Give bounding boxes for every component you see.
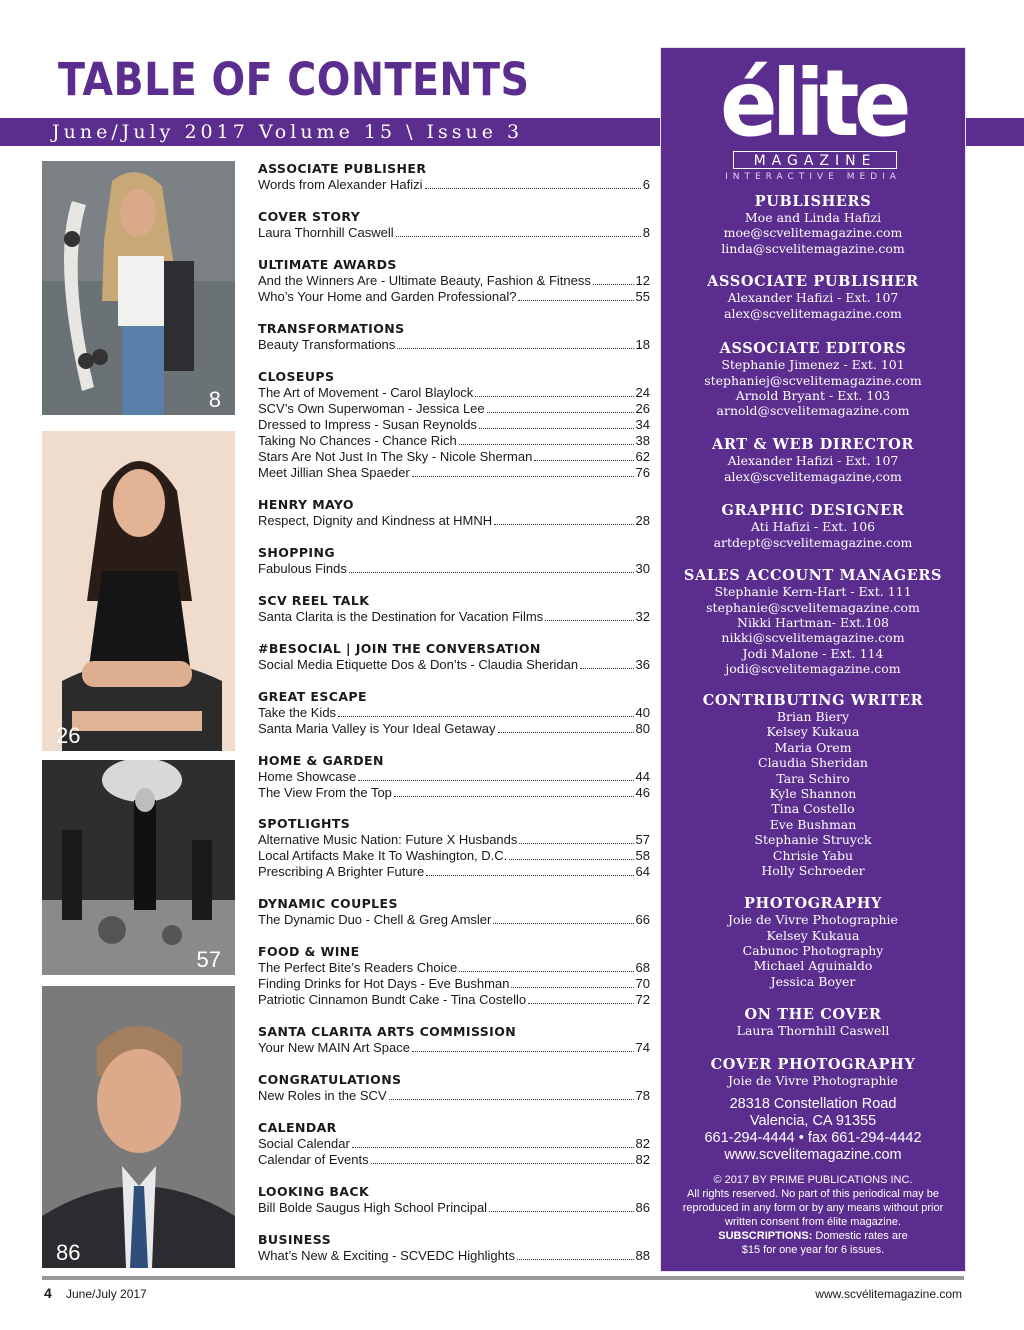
art-web-director-line: alex@scvelitemagazine,com — [724, 469, 902, 484]
section-heading: GREAT ESCAPE — [258, 689, 367, 704]
toc-entry[interactable] — [258, 1088, 650, 1104]
toc-entry[interactable] — [258, 657, 650, 673]
entry-title: What’s New & Exciting - SCVEDC Highlights — [258, 1248, 515, 1263]
band-on-stage-image — [42, 760, 235, 975]
sales-heading: SALES ACCOUNT MANAGERS — [683, 567, 943, 584]
writer-line: Maria Orem — [774, 740, 852, 755]
toc-entry[interactable] — [258, 177, 650, 193]
sales-line: jodi@scvelitemagazine.com — [725, 661, 901, 676]
photo-page-number: 8 — [208, 387, 221, 412]
dot-leader — [534, 460, 633, 461]
entry-title: Patriotic Cinnamon Bundt Cake - Tina Costello — [258, 992, 527, 1007]
dot-leader — [494, 524, 633, 525]
entry-title: Dressed to Impress - Susan Reynolds — [258, 417, 477, 432]
writer-line: Stephanie Struyck — [754, 832, 872, 847]
entry-page-number: 76 — [635, 465, 650, 480]
writer-line: Claudia Sheridan — [758, 755, 868, 770]
writer-line: Tina Costello — [771, 801, 855, 816]
entry-page-number: 32 — [635, 609, 650, 624]
entry-title: And the Winners Are - Ultimate Beauty, Fashion & Fitness — [258, 273, 591, 288]
associate-editors-heading: ASSOCIATE EDITORS — [719, 340, 907, 357]
entry-title: Local Artifacts Make It To Washington, D.C. — [258, 848, 508, 863]
section-heading: COVER STORY — [258, 209, 361, 224]
section-heading: SANTA CLARITA ARTS COMMISSION — [258, 1024, 517, 1039]
entry-page-number: 34 — [635, 417, 650, 432]
entry-title: Meet Jillian Shea Spaeder — [258, 465, 410, 480]
address-line: 661-294-4444 • fax 661-294-4442 — [704, 1130, 922, 1146]
art-web-director-line: Alexander Hafizi - Ext. 107 — [727, 453, 899, 468]
sales-line: Jodi Malone - Ext. 114 — [742, 646, 884, 661]
legal-line: All rights reserved. No part of this periodical may be — [687, 1188, 939, 1200]
entry-title: Santa Maria Valley is Your Ideal Getaway — [258, 721, 496, 736]
publishers-line: linda@scvelitemagazine.com — [721, 241, 905, 256]
entry-page-number: 86 — [635, 1200, 650, 1215]
entry-title: Social Calendar — [258, 1136, 350, 1151]
entry-page-number: 46 — [635, 785, 650, 800]
entry-page-number: 38 — [635, 433, 650, 448]
photography-heading: PHOTOGRAPHY — [744, 895, 882, 912]
toc-entry[interactable] — [258, 417, 650, 433]
section-heading: #BESOCIAL | JOIN THE CONVERSATION — [258, 641, 541, 656]
footer-url: www.scvélitemagazine.com — [815, 1287, 962, 1301]
on-the-cover-line: Laura Thornhill Caswell — [736, 1023, 890, 1038]
logo-tagline: INTERACTIVE MEDIA — [725, 172, 901, 182]
entry-page-number: 40 — [635, 705, 650, 720]
dot-leader — [493, 923, 633, 924]
entry-title: The View From the Top — [258, 785, 392, 800]
address-line: Valencia, CA 91355 — [749, 1113, 877, 1129]
sales-line: stephanie@scvelitemagazine.com — [706, 600, 920, 615]
legal-line: © 2017 BY PRIME PUBLICATIONS INC. — [713, 1174, 913, 1186]
toc-entry[interactable] — [258, 1136, 650, 1152]
photo-page-number: 57 — [196, 947, 221, 972]
entry-page-number: 28 — [635, 513, 650, 528]
section-heading: SPOTLIGHTS — [258, 816, 351, 831]
cover-photography-heading: COVER PHOTOGRAPHY — [710, 1056, 916, 1073]
man-portrait-image — [42, 986, 235, 1268]
dot-leader — [397, 348, 633, 349]
photo-looking-back — [42, 986, 235, 1268]
toc-entry[interactable] — [258, 225, 650, 241]
toc-entry[interactable] — [258, 769, 650, 785]
address-line: 28318 Constellation Road — [729, 1096, 897, 1112]
toc-entry[interactable] — [258, 1040, 650, 1056]
entry-title: The Dynamic Duo - Chell & Greg Amsler — [258, 912, 492, 927]
entry-page-number: 57 — [635, 832, 650, 847]
legal-line: reproduced in any form or by any means without prior — [682, 1202, 944, 1214]
publishers-heading: PUBLISHERS — [754, 193, 872, 210]
photography-line: Joie de Vivre Photographie — [728, 912, 898, 927]
graphic-designer-line: Ati Hafizi - Ext. 106 — [750, 519, 876, 534]
writer-line: Holly Schroeder — [761, 863, 865, 878]
entry-page-number: 36 — [635, 657, 650, 672]
toc-entry[interactable] — [258, 561, 650, 577]
associate-editors-line: Stephanie Jimenez - Ext. 101 — [721, 357, 905, 372]
section-heading: DYNAMIC COUPLES — [258, 896, 398, 911]
dot-leader — [475, 396, 633, 397]
photo-cover-story — [42, 161, 235, 415]
entry-page-number: 30 — [635, 561, 650, 576]
dot-leader — [394, 796, 634, 797]
toc-entry[interactable] — [258, 289, 650, 305]
issue-line: June/July 2017 Volume 15 \ Issue 3 — [52, 121, 524, 143]
writer-line: Tara Schiro — [776, 771, 850, 786]
section-heading: CONGRATULATIONS — [258, 1072, 402, 1087]
graphic-designer-line: artdept@scvelitemagazine.com — [713, 535, 913, 550]
toc-entry[interactable] — [258, 449, 650, 465]
entry-page-number: 58 — [635, 848, 650, 863]
entry-title: The Perfect Bite’s Readers Choice — [258, 960, 458, 975]
dot-leader — [412, 476, 634, 477]
entry-title: Fabulous Finds — [258, 561, 347, 576]
on-the-cover-heading: ON THE COVER — [744, 1006, 882, 1023]
dot-leader — [426, 875, 633, 876]
graphic-designer-heading: GRAPHIC DESIGNER — [721, 502, 905, 519]
dot-leader — [580, 668, 633, 669]
entry-title: Your New MAIN Art Space — [258, 1040, 410, 1055]
entry-page-number: 26 — [635, 401, 650, 416]
entry-page-number: 8 — [642, 225, 650, 240]
section-heading: TRANSFORMATIONS — [258, 321, 405, 336]
dot-leader — [511, 987, 633, 988]
section-heading: CALENDAR — [258, 1120, 337, 1135]
photo-page-number: 26 — [56, 723, 81, 748]
entry-title: Words from Alexander Hafizi — [258, 177, 423, 192]
page-title: TABLE OF CONTENTS — [58, 53, 530, 106]
dot-leader — [519, 843, 633, 844]
toc-entry[interactable] — [258, 912, 650, 928]
associate-publisher-heading: ASSOCIATE PUBLISHER — [707, 273, 919, 290]
dot-leader — [489, 1211, 633, 1212]
photo-spotlights — [42, 760, 235, 975]
entry-page-number: 82 — [635, 1152, 650, 1167]
toc-entry[interactable] — [258, 401, 650, 417]
entry-title: Bill Bolde Saugus High School Principal — [258, 1200, 488, 1215]
dot-leader — [396, 236, 641, 237]
footer-page-number: 4 — [44, 1285, 52, 1301]
associate-publisher-line: alex@scvelitemagazine.com — [724, 306, 902, 321]
dot-leader — [358, 780, 633, 781]
writer-line: Chrisie Yabu — [772, 848, 854, 863]
photography-line: Jessica Boyer — [770, 974, 856, 989]
associate-editors-line: arnold@scvelitemagazine.com — [716, 403, 910, 418]
footer-rule — [42, 1276, 964, 1280]
entry-page-number: 70 — [635, 976, 650, 991]
entry-page-number: 18 — [635, 337, 650, 352]
entry-title: Respect, Dignity and Kindness at HMNH — [258, 513, 493, 528]
entry-page-number: 12 — [635, 273, 650, 288]
legal-line: written consent from élite magazine. — [724, 1216, 902, 1228]
toc-entry[interactable] — [258, 273, 650, 289]
associate-editors-line: Arnold Bryant - Ext. 103 — [735, 388, 891, 403]
toc-entry[interactable] — [258, 513, 650, 529]
photography-line: Michael Aguinaldo — [753, 958, 873, 973]
sales-line: Nikki Hartman- Ext.108 — [737, 615, 889, 630]
photo-closeups — [42, 431, 235, 751]
entry-title: Santa Clarita is the Destination for Vacation Films — [258, 609, 544, 624]
entry-page-number: 62 — [635, 449, 650, 464]
entry-title: SCV’s Own Superwoman - Jessica Lee — [258, 401, 485, 416]
section-heading: BUSINESS — [258, 1232, 331, 1247]
toc-entry[interactable] — [258, 433, 650, 449]
entry-page-number: 82 — [635, 1136, 650, 1151]
associate-publisher-line: Alexander Hafizi - Ext. 107 — [727, 290, 899, 305]
entry-page-number: 44 — [635, 769, 650, 784]
entry-page-number: 72 — [635, 992, 650, 1007]
writer-line: Eve Bushman — [769, 817, 857, 832]
cover-photography-line: Joie de Vivre Photographie — [728, 1073, 898, 1088]
publishers-line: moe@scvelitemagazine.com — [723, 225, 903, 240]
entry-title: Social Media Etiquette Dos & Don’ts - Claudia Sheridan — [258, 657, 579, 672]
entry-title: Taking No Chances - Chance Rich — [258, 433, 457, 448]
entry-page-number: 64 — [635, 864, 650, 879]
dot-leader — [528, 1003, 633, 1004]
dot-leader — [479, 428, 634, 429]
subscriptions-line — [661, 1229, 965, 1243]
entry-page-number: 78 — [635, 1088, 650, 1103]
entry-title: Stars Are Not Just In The Sky - Nicole Sherman — [258, 449, 533, 464]
entry-page-number: 6 — [642, 177, 650, 192]
toc-entry[interactable] — [258, 832, 650, 848]
writer-line: Kyle Shannon — [769, 786, 857, 801]
art-web-director-heading: ART & WEB DIRECTOR — [712, 436, 914, 453]
subscriptions-text: Domestic rates are — [812, 1230, 908, 1242]
sales-line: Stephanie Kern-Hart - Ext. 111 — [714, 584, 912, 599]
entry-title: Home Showcase — [258, 769, 357, 784]
dot-leader — [389, 1099, 634, 1100]
dot-leader — [517, 1259, 634, 1260]
dot-leader — [459, 971, 633, 972]
entry-title: The Art of Movement - Carol Blaylock — [258, 385, 474, 400]
dot-leader — [498, 732, 634, 733]
writer-line: Kelsey Kukaua — [766, 724, 860, 739]
toc-entry[interactable] — [258, 609, 650, 625]
contributing-writer-heading: CONTRIBUTING WRITER — [702, 692, 924, 709]
toc-entry[interactable] — [258, 385, 650, 401]
section-heading: LOOKING BACK — [258, 1184, 370, 1199]
entry-title: New Roles in the SCV — [258, 1088, 387, 1103]
toc-entry[interactable] — [258, 976, 650, 992]
toc-entry[interactable] — [258, 337, 650, 353]
toc-entry[interactable] — [258, 785, 650, 801]
toc-entry[interactable] — [258, 1152, 650, 1168]
toc-entry[interactable] — [258, 1200, 650, 1216]
photography-line: Kelsey Kukaua — [766, 928, 860, 943]
section-heading: ASSOCIATE PUBLISHER — [258, 161, 427, 176]
section-heading: HOME & GARDEN — [258, 753, 384, 768]
dot-leader — [545, 620, 633, 621]
website-line: www.scvelitemagazine.com — [724, 1147, 902, 1163]
associate-editors-line: stephaniej@scvelitemagazine.com — [704, 373, 922, 388]
dot-leader — [352, 1147, 634, 1148]
seated-woman-image — [42, 431, 235, 751]
elite-logo: élite — [720, 50, 906, 157]
entry-page-number: 80 — [635, 721, 650, 736]
photography-line: Cabunoc Photography — [742, 943, 884, 958]
toc-entry[interactable] — [258, 465, 650, 481]
entry-page-number: 88 — [635, 1248, 650, 1263]
skateboard-woman-image — [42, 161, 235, 415]
dot-leader — [593, 284, 634, 285]
section-heading: HENRY MAYO — [258, 497, 354, 512]
entry-title: Alternative Music Nation: Future X Husbands — [258, 832, 518, 847]
toc-entry[interactable] — [258, 864, 650, 880]
entry-title: Prescribing A Brighter Future — [258, 864, 425, 879]
logo-magazine-word: MAGAZINE — [733, 151, 897, 169]
dot-leader — [425, 188, 641, 189]
entry-page-number: 24 — [635, 385, 650, 400]
section-heading: ULTIMATE AWARDS — [258, 257, 397, 272]
dot-leader — [371, 1163, 634, 1164]
publishers-line: Moe and Linda Hafizi — [744, 210, 882, 225]
dot-leader — [412, 1051, 634, 1052]
entry-page-number: 74 — [635, 1040, 650, 1055]
subscriptions-rate: $15 for one year for 6 issues. — [741, 1244, 885, 1256]
dot-leader — [459, 444, 634, 445]
entry-title: Take the Kids — [258, 705, 337, 720]
section-heading: SHOPPING — [258, 545, 335, 560]
dot-leader — [338, 716, 633, 717]
entry-title: Laura Thornhill Caswell — [258, 225, 394, 240]
toc-entry[interactable] — [258, 705, 650, 721]
photo-page-number: 86 — [56, 1240, 81, 1265]
footer-date: June/July 2017 — [66, 1287, 147, 1301]
toc-entry[interactable] — [258, 848, 650, 864]
entry-title: Finding Drinks for Hot Days - Eve Bushman — [258, 976, 510, 991]
sales-line: nikki@scvelitemagazine.com — [721, 630, 905, 645]
entry-title: Who’s Your Home and Garden Professional? — [258, 289, 517, 304]
entry-page-number: 55 — [635, 289, 650, 304]
entry-title: Beauty Transformations — [258, 337, 396, 352]
entry-title: Calendar of Events — [258, 1152, 369, 1167]
dot-leader — [518, 300, 633, 301]
writer-line: Brian Biery — [776, 709, 850, 724]
toc-entry[interactable] — [258, 960, 650, 976]
section-heading: SCV REEL TALK — [258, 593, 370, 608]
masthead-panel — [660, 47, 966, 1272]
toc-entry[interactable] — [258, 1248, 650, 1264]
toc-entry[interactable] — [258, 992, 650, 1008]
dot-leader — [509, 859, 633, 860]
section-heading: FOOD & WINE — [258, 944, 360, 959]
entry-page-number: 68 — [635, 960, 650, 975]
dot-leader — [349, 572, 634, 573]
dot-leader — [487, 412, 634, 413]
section-heading: CLOSEUPS — [258, 369, 335, 384]
toc-entry[interactable] — [258, 721, 650, 737]
entry-page-number: 66 — [635, 912, 650, 927]
subscriptions-label: SUBSCRIPTIONS: — [718, 1230, 813, 1242]
